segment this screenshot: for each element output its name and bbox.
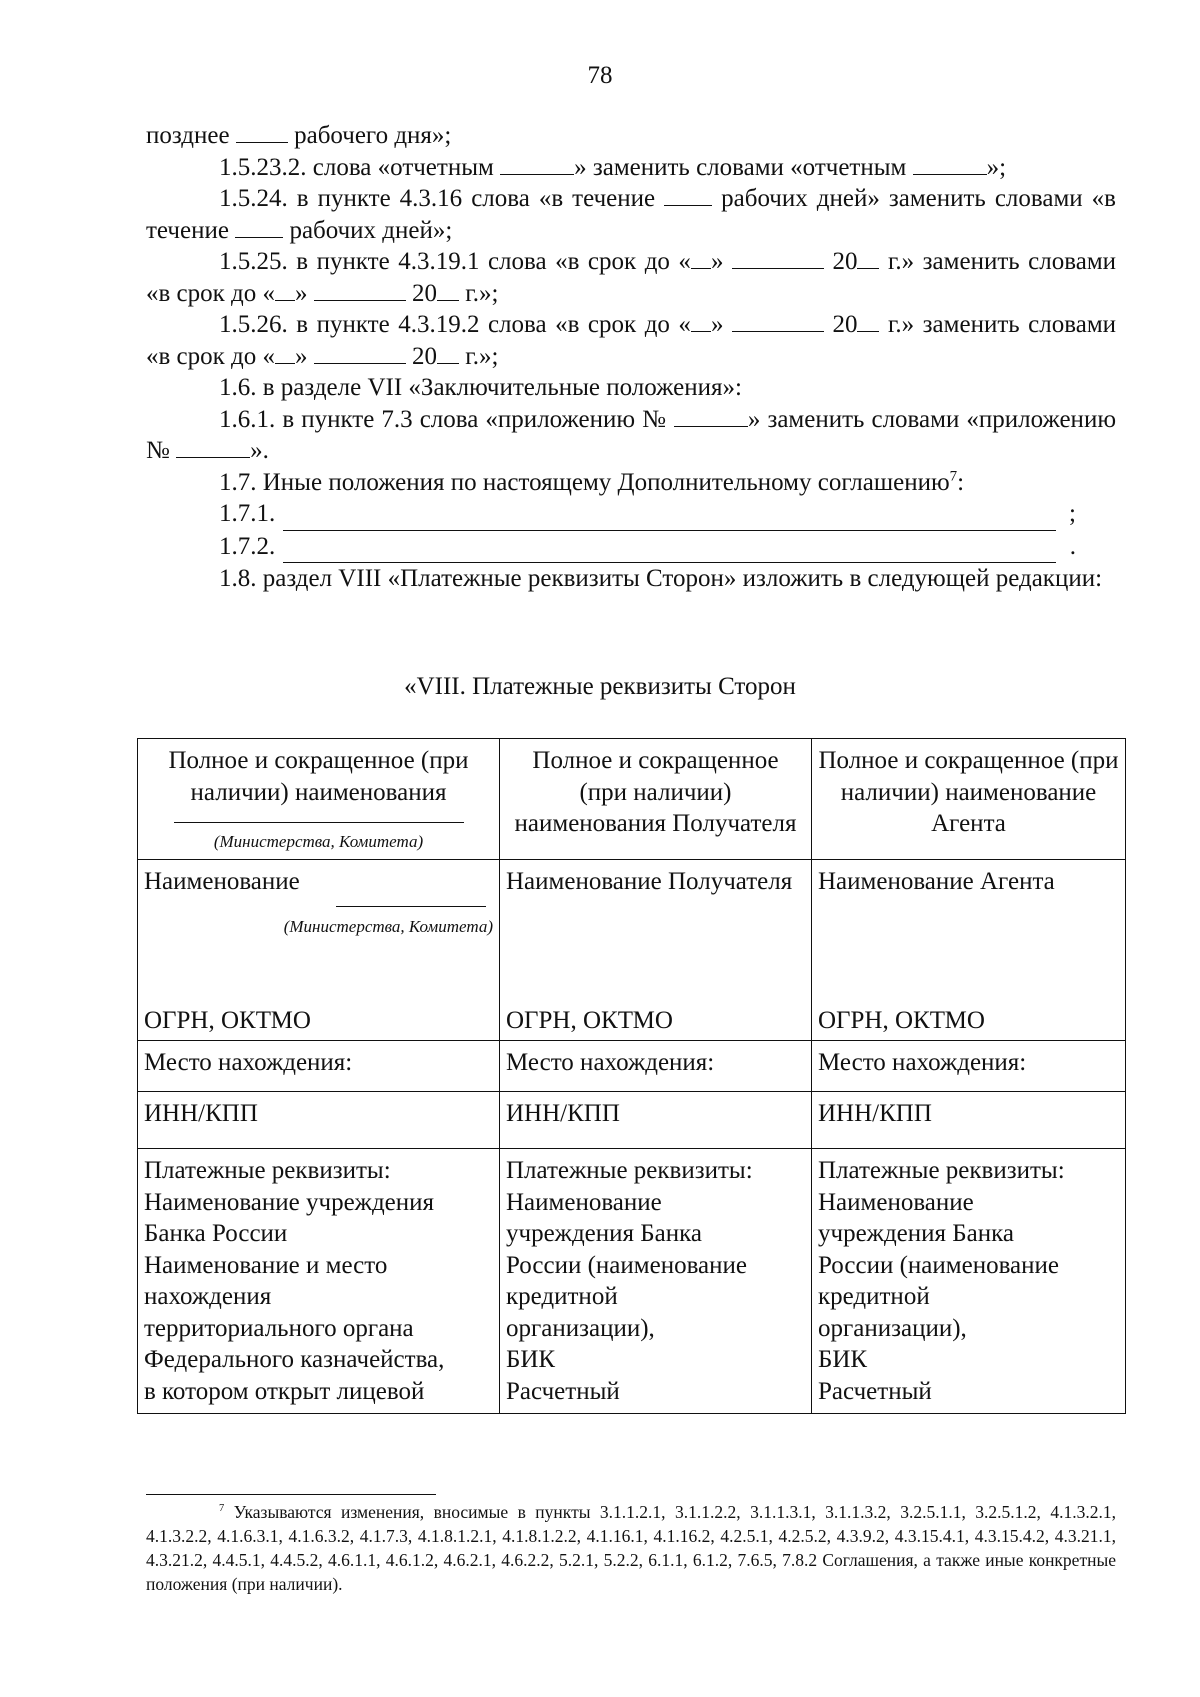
blank-line [283, 510, 1056, 531]
section-title: «VIII. Платежные реквизиты Сторон [404, 673, 796, 700]
blank-field [176, 437, 250, 458]
cell-recipient-name: Наименование Получателя ОГРН, ОКТМО [500, 860, 812, 1041]
header-cell-recipient: Полное и сокращенное (при наличии) наименования Получателя [500, 739, 812, 860]
table-row-name [138, 860, 1126, 1041]
paragraph-1-5-26: 1.5.26. в пункте 4.3.19.2 слова «в срок до « » 20 г.» заменить словами «в срок до « » 20 г.»; [146, 311, 1117, 370]
paragraph-1-5-23-2: 1.5.23.2. слова «отчетным » заменить словами «отчетным »; [219, 153, 1007, 181]
cell-payment-agent: Платежные реквизиты: Наименование учреждения Банка России (наименование кредитной организации), БИК Расчетный [812, 1149, 1126, 1414]
payment-details-table [137, 738, 1126, 1414]
blank-line [336, 906, 486, 907]
blank-field [913, 154, 987, 175]
blank-field [691, 311, 711, 332]
paragraph-1-6-1: 1.6.1. в пункте 7.3 слова «приложению № » заменить словами «приложению № ». [146, 405, 1116, 464]
paragraph-1-6: 1.6. в разделе VII «Заключительные положения»: [219, 374, 742, 401]
table-row-location [138, 1041, 1126, 1092]
footnote-separator [146, 1494, 436, 1495]
cell-inn: ИНН/КПП [500, 1092, 812, 1149]
blank-field [437, 343, 459, 364]
table-row-payment [138, 1149, 1126, 1414]
blank-field [437, 280, 459, 301]
cell-ministry-name: Наименование (Министерства, Комитета) ОГРН, ОКТМО [138, 860, 500, 1041]
blank-line [174, 822, 464, 823]
cell-location: Место нахождения: [812, 1041, 1126, 1092]
blank-field [275, 343, 295, 364]
blank-field [314, 343, 406, 364]
paragraph-1-7-1: 1.7.1. ; [146, 498, 1116, 531]
footnote: $^7$ Указываются изменения, вносимые в пункты 3.1.1.2.1, 3.1.1.2.2, 3.1.1.3.1, 3.1.1.3.2, 3.2.5.1.1, 3.2.5.1.2, 4.1.3.2.1, 4.1.3.2.2, 4.1.6.3.1, 4.1.6.3.2, 4.1.7.3, 4.1.8.1.2.1, 4.1.8.1.2.2, 4.1.16.1, 4.1.16.2, 4.2.5.1, 4.2.5.2, 4.3.9.2, 4.3.15.4.1, 4.3.15.4.2, 4.3.21.1, 4.3.21.2, 4.4.5.1, 4.4.5.2, 4.6.1.1, 4.6.1.2, 4.6.2.1, 4.6.2.2, 5.2.1, 5.2.2, 6.1.1, 6.1.2, 7.6.5, 7.8.2 Соглашения, а также иные конкретные положения (при наличии). [146, 1502, 1116, 1594]
paragraph-1-7-2: 1.7.2. . [146, 531, 1116, 564]
blank-field [732, 311, 824, 332]
table-row-inn [138, 1092, 1126, 1149]
blank-field [314, 280, 406, 301]
blank-field [674, 406, 748, 427]
blank-field [664, 185, 712, 206]
paragraph-continuation: позднее рабочего дня»; [146, 122, 452, 149]
cell-payment-recipient: Платежные реквизиты: Наименование учреждения Банка России (наименование кредитной организации), БИК Расчетный [500, 1149, 812, 1414]
blank-field [857, 248, 879, 269]
cell-inn: ИНН/КПП [812, 1092, 1126, 1149]
blank-field [236, 122, 288, 143]
paragraph-1-7: 1.7. Иные положения по настоящему Дополнительному соглашению$^7$: [219, 468, 965, 496]
paragraph-1-5-25: 1.5.25. в пункте 4.3.19.1 слова «в срок до « » 20 г.» заменить словами «в срок до « » 20 г.»; [146, 248, 1117, 307]
cell-location: Место нахождения: [500, 1041, 812, 1092]
blank-field [275, 280, 295, 301]
blank-field [732, 248, 824, 269]
paragraph-1-5-24: 1.5.24. в пункте 4.3.16 слова «в течение рабочих дней» заменить словами «в течение рабочих дней»; [146, 185, 1116, 244]
cell-location: Место нахождения: [138, 1041, 500, 1092]
body-text [146, 120, 1116, 595]
blank-field [857, 311, 879, 332]
blank-field [235, 217, 283, 238]
cell-agent-name: Наименование Агента ОГРН, ОКТМО [812, 860, 1126, 1041]
cell-inn: ИНН/КПП [138, 1092, 500, 1149]
cell-payment-ministry: Платежные реквизиты: Наименование учреждения Банка России Наименование и место нахождения территориального органа Федерального казначейства, в котором открыт лицевой [138, 1149, 500, 1414]
paragraph-1-8: 1.8. раздел VIII «Платежные реквизиты Сторон» изложить в следующей редакции: [219, 565, 1103, 592]
hint-text: (Министерства, Комитета) [213, 832, 424, 851]
header-cell-ministry: Полное и сокращенное (при наличии) наименования (Министерства, Комитета) [138, 739, 500, 860]
blank-field [691, 248, 711, 269]
hint-text: (Министерства, Комитета) [283, 917, 493, 936]
page-number: 78 [587, 62, 613, 89]
table-header-row [138, 739, 1126, 860]
blank-line [283, 542, 1056, 563]
header-cell-agent: Полное и сокращенное (при наличии) наименование Агента [812, 739, 1126, 860]
blank-field [500, 154, 574, 175]
